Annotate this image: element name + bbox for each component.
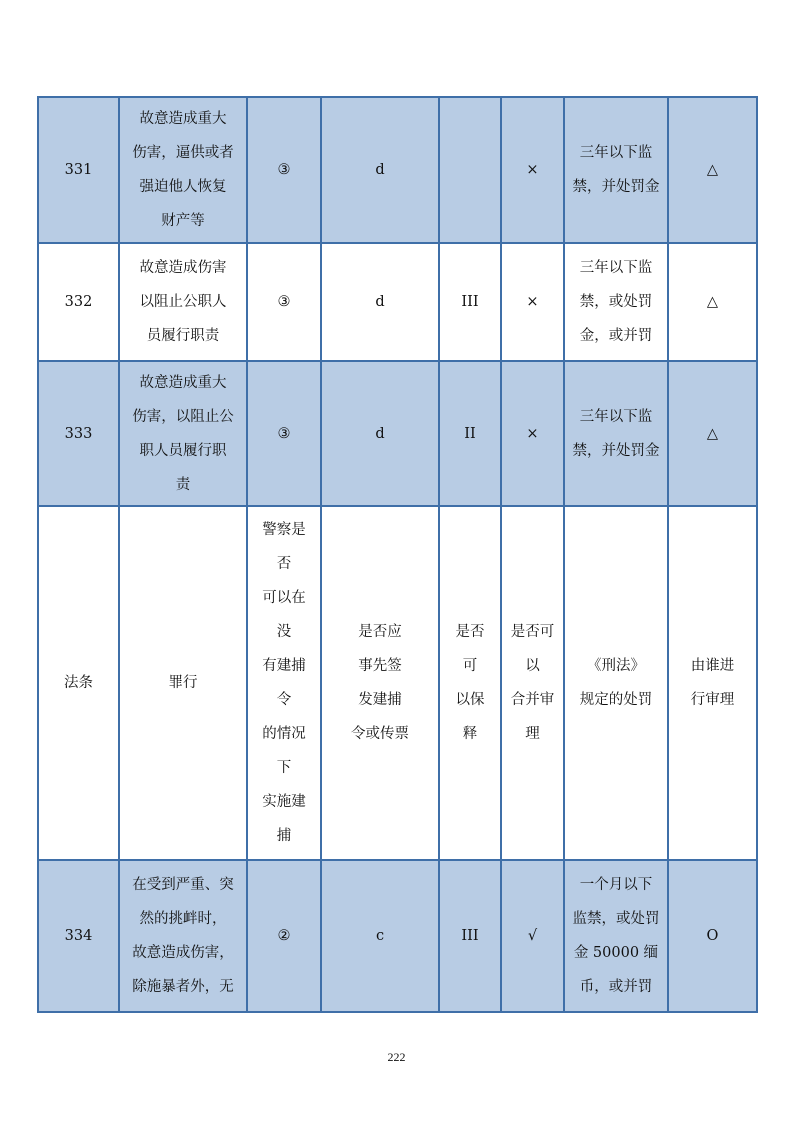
penalty-cell: 一个月以下 监禁，或处罚 金 50000 缅 币，或并罚: [564, 860, 668, 1012]
arrest-cell: ③: [247, 243, 321, 361]
joint-trial-cell: ×: [501, 361, 564, 506]
header-penalty: 《刑法》 规定的处罚: [564, 506, 668, 860]
offense-cell: 在受到严重、突 然的挑衅时， 故意造成伤害， 除施暴者外，无: [119, 860, 247, 1012]
header-joint-trial: 是否可 以 合并审 理: [501, 506, 564, 860]
court-cell: △: [668, 361, 757, 506]
penalty-cell: 三年以下监 禁，并处罚金: [564, 361, 668, 506]
bail-cell: [439, 97, 501, 243]
penalty-cell: 三年以下监 禁，并处罚金: [564, 97, 668, 243]
offense-cell: 故意造成重大 伤害，以阻止公 职人员履行职 责: [119, 361, 247, 506]
header-court: 由谁进 行审理: [668, 506, 757, 860]
header-warrant-or-summons: 是否应 事先签 发建捕 令或传票: [321, 506, 439, 860]
arrest-cell: ③: [247, 97, 321, 243]
table-row: [38, 860, 757, 1012]
penalty-cell: 三年以下监 禁，或处罚 金，或并罚: [564, 243, 668, 361]
header-offense: 罪行: [119, 506, 247, 860]
article-cell: 332: [38, 243, 119, 361]
joint-trial-cell: √: [501, 860, 564, 1012]
table-row: [38, 243, 757, 361]
header-article: 法条: [38, 506, 119, 860]
header-arrest-without-warrant: 警察是 否 可以在 没 有建捕 令 的情况 下 实施建 捕: [247, 506, 321, 860]
offense-cell: 故意造成重大 伤害，逼供或者 强迫他人恢复 财产等: [119, 97, 247, 243]
bail-cell: III: [439, 243, 501, 361]
joint-trial-cell: ×: [501, 243, 564, 361]
arrest-cell: ③: [247, 361, 321, 506]
article-cell: 334: [38, 860, 119, 1012]
article-cell: 331: [38, 97, 119, 243]
warrant-cell: c: [321, 860, 439, 1012]
court-cell: △: [668, 243, 757, 361]
court-cell: △: [668, 97, 757, 243]
table-row: [38, 97, 757, 243]
warrant-cell: d: [321, 243, 439, 361]
bail-cell: II: [439, 361, 501, 506]
page-number: 222: [387, 1050, 406, 1064]
law-table: [37, 96, 758, 1013]
header-row: [38, 506, 757, 860]
offense-cell: 故意造成伤害 以阻止公职人 员履行职责: [119, 243, 247, 361]
warrant-cell: d: [321, 97, 439, 243]
court-cell: O: [668, 860, 757, 1012]
joint-trial-cell: ×: [501, 97, 564, 243]
article-cell: 333: [38, 361, 119, 506]
bail-cell: III: [439, 860, 501, 1012]
arrest-cell: ②: [247, 860, 321, 1012]
table-row: [38, 361, 757, 506]
header-bail: 是否 可 以保 释: [439, 506, 501, 860]
warrant-cell: d: [321, 361, 439, 506]
